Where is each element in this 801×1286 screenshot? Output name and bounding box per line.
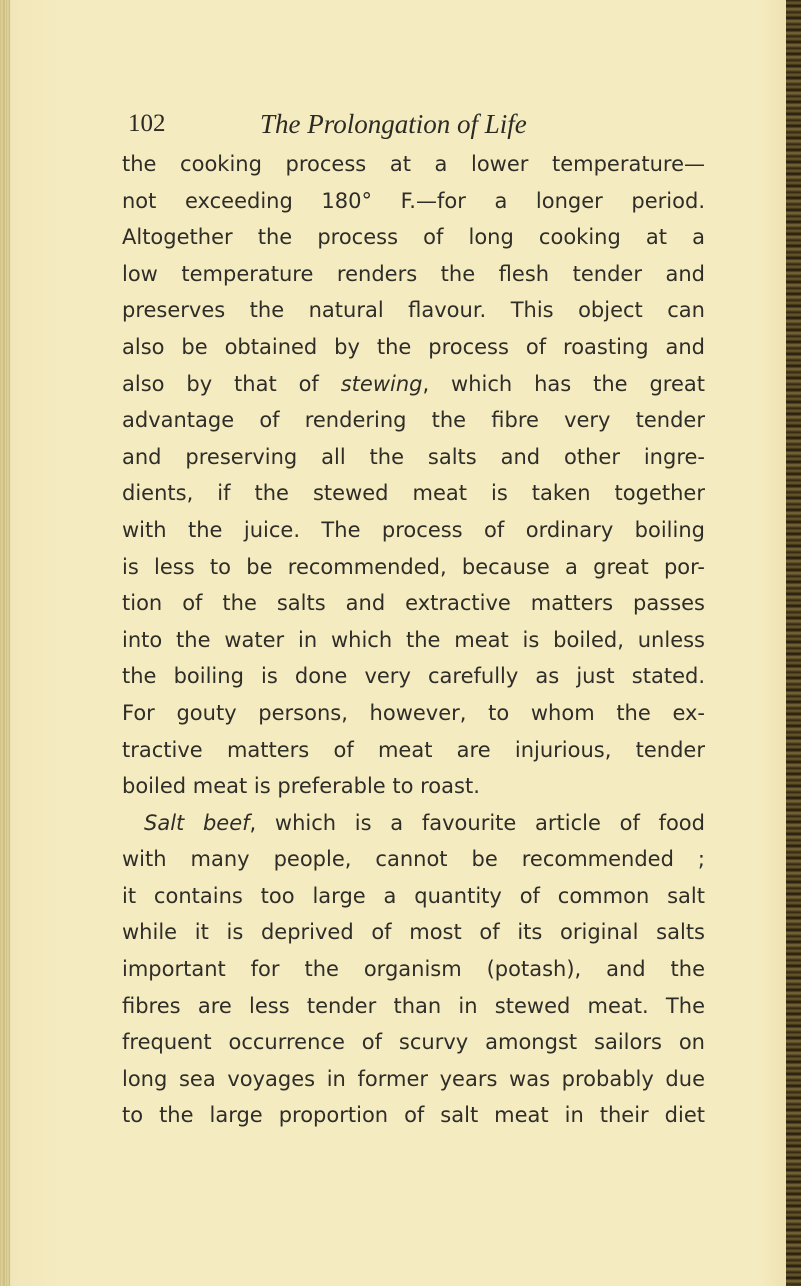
text-line: tractive matters of meat are injurious, tender <box>122 737 705 762</box>
italic-term-stewing: stewing <box>340 371 423 396</box>
text-line: the cooking process at a lower temperature— <box>122 152 705 176</box>
text-line: advantage of rendering the fibre very tender <box>122 408 705 433</box>
page-edge <box>786 0 801 1286</box>
text-line: preserves the natural flavour. This object can <box>122 298 705 323</box>
text-segment: also by that of <box>122 371 341 396</box>
text-line: important for the organism (potash), and the <box>122 957 705 982</box>
page-header <box>128 104 588 144</box>
text-line: with the juice. The process of ordinary boiling <box>122 517 705 542</box>
text-line: dients, if the stewed meat is taken together <box>122 481 705 506</box>
text-line <box>122 805 705 842</box>
running-title: The Prolongation of Life <box>260 109 527 139</box>
text-line: tion of the salts and extractive matters passes <box>122 591 705 616</box>
text-line: and preserving all the salts and other ingre- <box>122 444 705 469</box>
text-segment: , which has the great <box>422 371 705 396</box>
text-line: Altogether the process of long cooking at a <box>122 225 705 250</box>
text-line: with many people, cannot be recommended ; <box>122 847 705 872</box>
text-segment: , which is a favourite article of food <box>249 810 705 835</box>
text-line: to the large proportion of salt meat in their diet <box>122 1103 705 1128</box>
text-line: not exceeding 180° F.—for a longer period. <box>122 188 705 213</box>
text-line: boiled meat is preferable to roast. <box>122 774 480 799</box>
text-line: fibres are less tender than in stewed meat. The <box>122 993 705 1018</box>
page-number: 102 <box>128 110 166 137</box>
page-binding-shadow <box>0 0 10 1286</box>
text-line: into the water in which the meat is boiled, unless <box>122 627 705 652</box>
text-line: For gouty persons, however, to whom the ex- <box>122 700 705 725</box>
body-text <box>122 146 705 1134</box>
text-line: it contains too large a quantity of common salt <box>122 883 705 908</box>
text-line <box>122 366 705 403</box>
text-line: while it is deprived of most of its original salts <box>122 920 705 945</box>
text-line: frequent occurrence of scurvy amongst sailors on <box>122 1030 705 1055</box>
text-line: low temperature renders the flesh tender and <box>122 261 705 286</box>
text-line: also be obtained by the process of roasting and <box>122 334 705 359</box>
text-line: is less to be recommended, because a great por- <box>122 554 705 579</box>
italic-term-salt-beef: Salt beef <box>144 810 250 835</box>
text-line: the boiling is done very carefully as just stated. <box>122 664 705 689</box>
text-line: long sea voyages in former years was probably due <box>122 1066 705 1091</box>
